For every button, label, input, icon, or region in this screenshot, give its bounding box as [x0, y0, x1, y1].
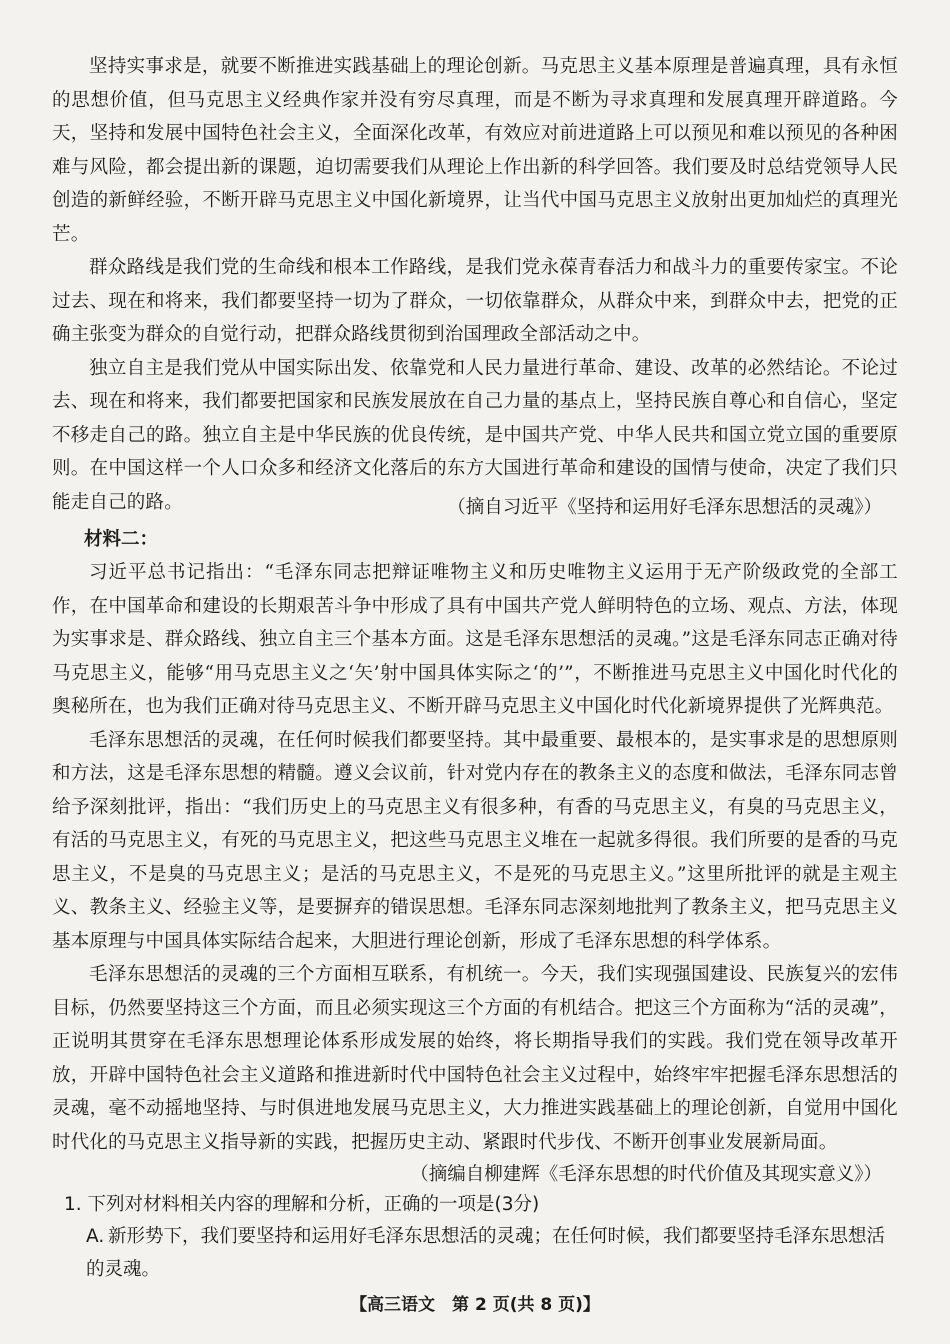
material-two-heading: 材料二：	[84, 529, 159, 550]
paragraph: 毛泽东思想活的灵魂的三个方面相互联系，有机统一。今天，我们实现强国建设、民族复兴的宏伟目标，仍然要坚持这三个方面，而且必须实现这三个方面的有机结合。把这三个方面称为“活的灵魂”，正说明其贯穿在毛泽东思想理论体系形成发展的始终，将长期指导我们的实践。我们党在领导改革开放，开辟中国特色社会主义道路和推进新时代中国特色社会主义过程中，始终牢牢把握毛泽东思想活的灵魂，毫不动摇地坚持、与时俱进地发展马克思主义，大力推进实践基础上的理论创新，自觉用中国化时代化的马克思主义指导新的实践，把握历史主动、紧跟时代步伐、不断开创事业发展新局面。	[52, 964, 898, 1153]
option-a-letter: A.	[86, 1226, 105, 1247]
option-a-text: 新形势下，我们要坚持和运用好毛泽东思想活的灵魂；在任何时候，我们都要坚持毛泽东思想活的灵魂。	[86, 1226, 886, 1280]
question-stem: 1. 下列对材料相关内容的理解和分析，正确的一项是(3分)	[64, 1194, 540, 1215]
paragraph: 独立自主是我们党从中国实际出发、依靠党和人民力量进行革命、建设、改革的必然结论。不论过去、现在和将来，我们都要把国家和民族发展放在自己力量的基点上，坚持民族自尊心和自信心，坚定不移走自己的路。独立自主是中华民族的优良传统，是中国共产党、中华人民共和国立党立国的重要原则。在中国这样一个人口众多和经济文化落后的东方大国进行革命和建设的国情与使命，决定了我们只能走自己的路。	[52, 357, 898, 513]
paragraph: 毛泽东思想活的灵魂，在任何时候我们都要坚持。其中最重要、最根本的，是实事求是的思想原则和方法，这是毛泽东思想的精髓。遵义会议前，针对党内存在的教条主义的态度和做法，毛泽东同志曾给予深刻批评，指出：“我们历史上的马克思主义有很多种，有香的马克思主义，有臭的马克思主义，有活的马克思主义，有死的马克思主义，把这些马克思主义堆在一起就多得很。我们所要的是香的马克思主义，不是臭的马克思主义；是活的马克思主义，不是死的马克思主义。”这里所批评的就是主观主义、教条主义、经验主义等，是要摒弃的错误思想。毛泽东同志深刻地批判了教条主义，把马克思主义基本原理与中国具体实际结合起来，大胆进行理论创新，形成了毛泽东思想的科学体系。	[52, 729, 898, 952]
material-one-body	[52, 50, 898, 519]
source-citation-2: （摘编自柳建辉《毛泽东思想的时代价值及其现实意义》）	[410, 1164, 882, 1185]
material-two-body	[52, 556, 898, 1159]
source-citation-1: （摘自习近平《坚持和运用好毛泽东思想活的灵魂》）	[447, 497, 882, 518]
paragraph: 群众路线是我们党的生命线和根本工作路线，是我们党永葆青春活力和战斗力的重要传家宝。不论过去、现在和将来，我们都要坚持一切为了群众，一切依靠群众，从群众中来，到群众中去，把党的正确主张变为群众的自觉行动，把群众路线贯彻到治国理政全部活动之中。	[52, 257, 898, 345]
paragraph: 习近平总书记指出：“毛泽东同志把辩证唯物主义和历史唯物主义运用于无产阶级政党的全部工作，在中国革命和建设的长期艰苦斗争中形成了具有中国共产党人鲜明特色的立场、观点、方法，体现为实事求是、群众路线、独立自主三个基本方面。这是毛泽东思想活的灵魂。”这是毛泽东同志正确对待马克思主义，能够“用马克思主义之‘矢’射中国具体实际之‘的’”，不断推进马克思主义中国化时代化的奥秘所在，也为我们正确对待马克思主义、不断开辟马克思主义中国化时代化新境界提供了光辉典范。	[52, 562, 898, 717]
page-footer: 【高三语文 第 2 页(共 8 页)】	[350, 1295, 600, 1315]
paragraph: 坚持实事求是，就要不断推进实践基础上的理论创新。马克思主义基本原理是普遍真理，具有永恒的思想价值，但马克思主义经典作家并没有穷尽真理，而是不断为寻求真理和发展真理开辟道路。今天，坚持和发展中国特色社会主义，全面深化改革，有效应对前进道路上可以预见和难以预见的各种困难与风险，都会提出新的课题，迫切需要我们从理论上作出新的科学回答。我们要及时总结党领导人民创造的新鲜经验，不断开辟马克思主义中国化新境界，让当代中国马克思主义放射出更加灿烂的真理光芒。	[52, 56, 898, 245]
option-a	[64, 1220, 896, 1286]
